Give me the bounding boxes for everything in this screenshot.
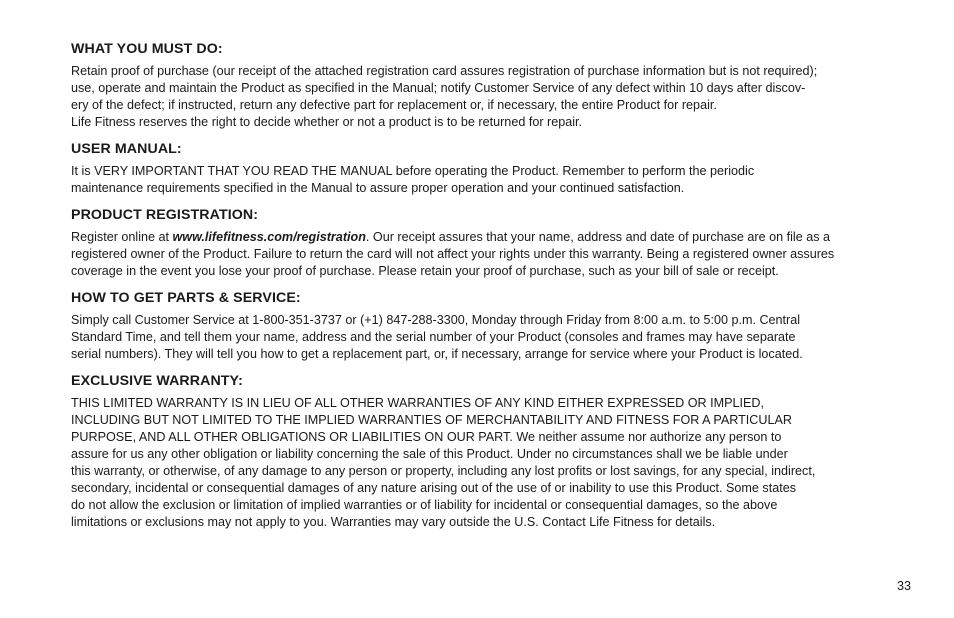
body-line: INCLUDING BUT NOT LIMITED TO THE IMPLIED WARRANTIES OF MERCHANTABILITY AND FITNESS FOR A PARTICULAR	[71, 413, 792, 427]
body-line: registered owner of the Product. Failure to return the card will not affect your rights under this warranty. Being a registered owner assures	[71, 247, 835, 261]
registration-suffix: . Our receipt assures that your name, address and date of purchase are on file as a	[365, 230, 831, 244]
section-heading: WHAT YOU MUST DO:	[71, 41, 223, 57]
body-line: Life Fitness reserves the right to decide whether or not a product is to be returned for repair.	[71, 115, 583, 129]
body-line: coverage in the event you lose your proof of purchase. Please retain your proof of purchase, such as your bill of sale or receipt.	[71, 264, 779, 278]
section-body	[71, 63, 913, 131]
section-body	[71, 312, 913, 363]
body-line: limitations or exclusions may not apply to you. Warranties may vary outside the U.S. Contact Life Fitness for details.	[71, 515, 716, 529]
body-line	[71, 229, 913, 246]
section-heading: HOW TO GET PARTS & SERVICE:	[71, 290, 301, 306]
body-line: serial numbers). They will tell you how to get a replacement part, or, if necessary, arrange for service where your Product is located.	[71, 347, 803, 361]
page-number: 33	[896, 579, 911, 593]
section-body	[71, 163, 913, 197]
body-line: It is VERY IMPORTANT THAT YOU READ THE MANUAL before operating the Product. Remember to perform the periodic	[71, 164, 755, 178]
section-body	[71, 395, 913, 531]
section-what-you-must-do	[71, 40, 913, 131]
section-parts-and-service	[71, 289, 913, 363]
section-heading: PRODUCT REGISTRATION:	[71, 207, 259, 223]
body-line: secondary, incidental or consequential damages of any nature arising out of the use of or inability to use this Product. Some states	[71, 481, 797, 495]
body-line: this warranty, or otherwise, of any damage to any person or property, including any lost profits or lost savings, for any special, indirect,	[71, 464, 816, 478]
body-line: ery of the defect; if instructed, return any defective part for replacement or, if necessary, the entire Product for repair.	[71, 98, 717, 112]
body-line: use, operate and maintain the Product as specified in the Manual; notify Customer Service of any defect within 10 days after discov-	[71, 81, 806, 95]
body-line: Retain proof of purchase (our receipt of the attached registration card assures registration of purchase information but is not required);	[71, 64, 818, 78]
section-heading: EXCLUSIVE WARRANTY:	[71, 373, 243, 389]
section-heading: USER MANUAL:	[71, 141, 182, 157]
body-line: Simply call Customer Service at 1-800-351-3737 or (+1) 847-288-3300, Monday through Friday from 8:00 a.m. to 5:00 p.m. Central	[71, 313, 801, 327]
section-exclusive-warranty	[71, 372, 913, 531]
registration-link[interactable]: www.lifefitness.com/registration	[172, 230, 366, 244]
body-line: assure for us any other obligation or liability concerning the sale of this Product. Under no circumstances shall we be liable under	[71, 447, 788, 461]
section-user-manual	[71, 140, 913, 197]
warranty-page	[71, 40, 913, 540]
body-line: PURPOSE, AND ALL OTHER OBLIGATIONS OR LIABILITIES ON OUR PART. We neither assume nor authorize any person to	[71, 430, 782, 444]
section-body	[71, 229, 913, 280]
section-product-registration	[71, 206, 913, 280]
registration-prefix: Register online at	[71, 230, 173, 244]
body-line: maintenance requirements specified in the Manual to assure proper operation and your continued satisfaction.	[71, 181, 685, 195]
body-line: do not allow the exclusion or limitation of implied warranties or of liability for incidental or consequential damages, so the above	[71, 498, 778, 512]
body-line: Standard Time, and tell them your name, address and the serial number of your Product (consoles and frames may have separate	[71, 330, 796, 344]
body-line: THIS LIMITED WARRANTY IS IN LIEU OF ALL OTHER WARRANTIES OF ANY KIND EITHER EXPRESSED OR IMPLIED,	[71, 396, 765, 410]
